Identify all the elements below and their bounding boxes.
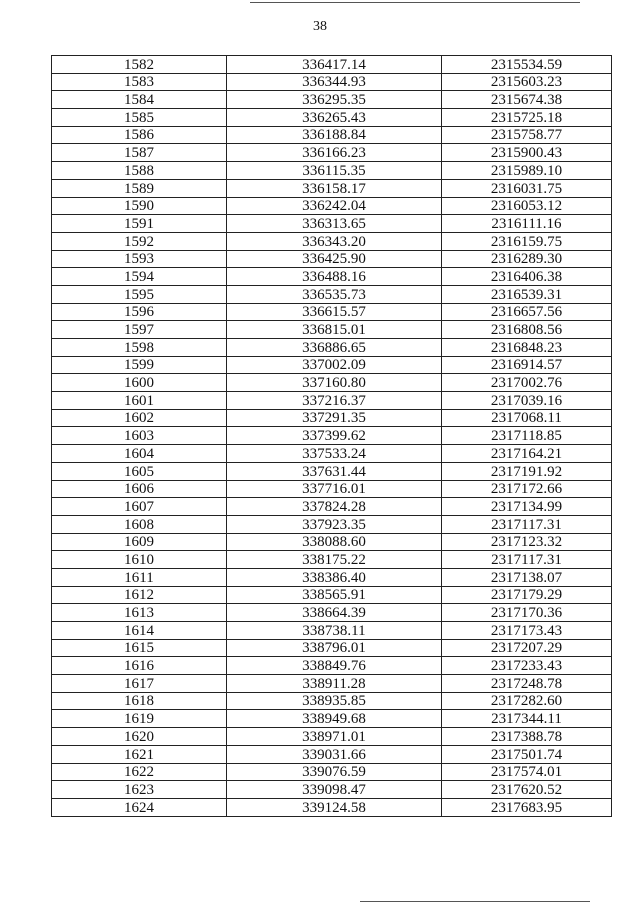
point-number-cell: 1596 bbox=[52, 303, 227, 321]
x-coordinate-cell: 336344.93 bbox=[227, 73, 442, 91]
point-number-cell: 1617 bbox=[52, 675, 227, 693]
point-number-cell: 1614 bbox=[52, 622, 227, 640]
point-number-cell: 1591 bbox=[52, 215, 227, 233]
table-row bbox=[52, 586, 612, 604]
x-coordinate-cell: 338386.40 bbox=[227, 568, 442, 586]
point-number-cell: 1582 bbox=[52, 56, 227, 74]
y-coordinate-cell: 2317170.36 bbox=[442, 604, 612, 622]
point-number-cell: 1595 bbox=[52, 285, 227, 303]
point-number-cell: 1585 bbox=[52, 109, 227, 127]
x-coordinate-cell: 336313.65 bbox=[227, 215, 442, 233]
x-coordinate-cell: 338565.91 bbox=[227, 586, 442, 604]
point-number-cell: 1611 bbox=[52, 568, 227, 586]
point-number-cell: 1621 bbox=[52, 745, 227, 763]
x-coordinate-cell: 336265.43 bbox=[227, 109, 442, 127]
x-coordinate-cell: 336188.84 bbox=[227, 126, 442, 144]
y-coordinate-cell: 2317134.99 bbox=[442, 498, 612, 516]
point-number-cell: 1612 bbox=[52, 586, 227, 604]
table-row bbox=[52, 374, 612, 392]
y-coordinate-cell: 2317344.11 bbox=[442, 710, 612, 728]
x-coordinate-cell: 336158.17 bbox=[227, 179, 442, 197]
y-coordinate-cell: 2317501.74 bbox=[442, 745, 612, 763]
x-coordinate-cell: 338738.11 bbox=[227, 622, 442, 640]
point-number-cell: 1592 bbox=[52, 232, 227, 250]
table-row bbox=[52, 144, 612, 162]
y-coordinate-cell: 2316031.75 bbox=[442, 179, 612, 197]
x-coordinate-cell: 336295.35 bbox=[227, 91, 442, 109]
x-coordinate-cell: 337533.24 bbox=[227, 445, 442, 463]
table-row bbox=[52, 56, 612, 74]
table-row bbox=[52, 622, 612, 640]
point-number-cell: 1608 bbox=[52, 515, 227, 533]
point-number-cell: 1583 bbox=[52, 73, 227, 91]
point-number-cell: 1587 bbox=[52, 144, 227, 162]
x-coordinate-cell: 337716.01 bbox=[227, 480, 442, 498]
table-row bbox=[52, 533, 612, 551]
y-coordinate-cell: 2317388.78 bbox=[442, 728, 612, 746]
y-coordinate-cell: 2317123.32 bbox=[442, 533, 612, 551]
y-coordinate-cell: 2317068.11 bbox=[442, 409, 612, 427]
table-row bbox=[52, 356, 612, 374]
point-number-cell: 1601 bbox=[52, 392, 227, 410]
x-coordinate-cell: 336242.04 bbox=[227, 197, 442, 215]
x-coordinate-cell: 338935.85 bbox=[227, 692, 442, 710]
table-row bbox=[52, 215, 612, 233]
y-coordinate-cell: 2316289.30 bbox=[442, 250, 612, 268]
point-number-cell: 1602 bbox=[52, 409, 227, 427]
y-coordinate-cell: 2317207.29 bbox=[442, 639, 612, 657]
table-row bbox=[52, 568, 612, 586]
y-coordinate-cell: 2315725.18 bbox=[442, 109, 612, 127]
table-row bbox=[52, 657, 612, 675]
x-coordinate-cell: 336488.16 bbox=[227, 268, 442, 286]
page-number: 38 bbox=[313, 19, 327, 34]
point-number-cell: 1609 bbox=[52, 533, 227, 551]
y-coordinate-cell: 2317233.43 bbox=[442, 657, 612, 675]
table-row bbox=[52, 675, 612, 693]
point-number-cell: 1607 bbox=[52, 498, 227, 516]
table-row bbox=[52, 728, 612, 746]
y-coordinate-cell: 2315603.23 bbox=[442, 73, 612, 91]
point-number-cell: 1624 bbox=[52, 798, 227, 816]
table-row bbox=[52, 480, 612, 498]
x-coordinate-cell: 337824.28 bbox=[227, 498, 442, 516]
table-row bbox=[52, 798, 612, 816]
point-number-cell: 1588 bbox=[52, 162, 227, 180]
point-number-cell: 1618 bbox=[52, 692, 227, 710]
table-row bbox=[52, 498, 612, 516]
table-row bbox=[52, 179, 612, 197]
x-coordinate-cell: 338911.28 bbox=[227, 675, 442, 693]
y-coordinate-cell: 2317191.92 bbox=[442, 462, 612, 480]
table-row bbox=[52, 91, 612, 109]
y-coordinate-cell: 2317117.31 bbox=[442, 515, 612, 533]
y-coordinate-cell: 2315534.59 bbox=[442, 56, 612, 74]
table-row bbox=[52, 109, 612, 127]
y-coordinate-cell: 2317002.76 bbox=[442, 374, 612, 392]
table-row bbox=[52, 73, 612, 91]
y-coordinate-cell: 2316539.31 bbox=[442, 285, 612, 303]
y-coordinate-cell: 2317117.31 bbox=[442, 551, 612, 569]
y-coordinate-cell: 2316159.75 bbox=[442, 232, 612, 250]
table-row bbox=[52, 321, 612, 339]
table-row bbox=[52, 445, 612, 463]
x-coordinate-cell: 336425.90 bbox=[227, 250, 442, 268]
x-coordinate-cell: 338088.60 bbox=[227, 533, 442, 551]
coordinate-table-body bbox=[52, 56, 612, 817]
point-number-cell: 1593 bbox=[52, 250, 227, 268]
x-coordinate-cell: 338849.76 bbox=[227, 657, 442, 675]
x-coordinate-cell: 336417.14 bbox=[227, 56, 442, 74]
scan-edge-bottom-line bbox=[360, 901, 590, 902]
point-number-cell: 1610 bbox=[52, 551, 227, 569]
coordinate-table bbox=[51, 55, 612, 817]
x-coordinate-cell: 336343.20 bbox=[227, 232, 442, 250]
x-coordinate-cell: 339098.47 bbox=[227, 781, 442, 799]
point-number-cell: 1590 bbox=[52, 197, 227, 215]
table-row bbox=[52, 197, 612, 215]
point-number-cell: 1597 bbox=[52, 321, 227, 339]
y-coordinate-cell: 2316657.56 bbox=[442, 303, 612, 321]
x-coordinate-cell: 337399.62 bbox=[227, 427, 442, 445]
x-coordinate-cell: 338664.39 bbox=[227, 604, 442, 622]
table-row bbox=[52, 250, 612, 268]
x-coordinate-cell: 338971.01 bbox=[227, 728, 442, 746]
y-coordinate-cell: 2315900.43 bbox=[442, 144, 612, 162]
point-number-cell: 1605 bbox=[52, 462, 227, 480]
point-number-cell: 1615 bbox=[52, 639, 227, 657]
point-number-cell: 1584 bbox=[52, 91, 227, 109]
y-coordinate-cell: 2317248.78 bbox=[442, 675, 612, 693]
x-coordinate-cell: 338175.22 bbox=[227, 551, 442, 569]
x-coordinate-cell: 336615.57 bbox=[227, 303, 442, 321]
point-number-cell: 1622 bbox=[52, 763, 227, 781]
x-coordinate-cell: 339031.66 bbox=[227, 745, 442, 763]
y-coordinate-cell: 2316808.56 bbox=[442, 321, 612, 339]
x-coordinate-cell: 337002.09 bbox=[227, 356, 442, 374]
x-coordinate-cell: 339076.59 bbox=[227, 763, 442, 781]
x-coordinate-cell: 336535.73 bbox=[227, 285, 442, 303]
y-coordinate-cell: 2317172.66 bbox=[442, 480, 612, 498]
table-row bbox=[52, 339, 612, 357]
y-coordinate-cell: 2315674.38 bbox=[442, 91, 612, 109]
x-coordinate-cell: 336815.01 bbox=[227, 321, 442, 339]
table-row bbox=[52, 639, 612, 657]
table-row bbox=[52, 303, 612, 321]
y-coordinate-cell: 2317138.07 bbox=[442, 568, 612, 586]
point-number-cell: 1598 bbox=[52, 339, 227, 357]
table-row bbox=[52, 781, 612, 799]
point-number-cell: 1623 bbox=[52, 781, 227, 799]
point-number-cell: 1619 bbox=[52, 710, 227, 728]
y-coordinate-cell: 2315758.77 bbox=[442, 126, 612, 144]
scan-edge-top-line bbox=[250, 2, 580, 3]
y-coordinate-cell: 2317173.43 bbox=[442, 622, 612, 640]
y-coordinate-cell: 2317118.85 bbox=[442, 427, 612, 445]
x-coordinate-cell: 336115.35 bbox=[227, 162, 442, 180]
y-coordinate-cell: 2317179.29 bbox=[442, 586, 612, 604]
y-coordinate-cell: 2315989.10 bbox=[442, 162, 612, 180]
y-coordinate-cell: 2317574.01 bbox=[442, 763, 612, 781]
x-coordinate-cell: 337160.80 bbox=[227, 374, 442, 392]
table-row bbox=[52, 763, 612, 781]
y-coordinate-cell: 2316053.12 bbox=[442, 197, 612, 215]
table-row bbox=[52, 232, 612, 250]
point-number-cell: 1613 bbox=[52, 604, 227, 622]
x-coordinate-cell: 336166.23 bbox=[227, 144, 442, 162]
y-coordinate-cell: 2316406.38 bbox=[442, 268, 612, 286]
y-coordinate-cell: 2316111.16 bbox=[442, 215, 612, 233]
point-number-cell: 1603 bbox=[52, 427, 227, 445]
x-coordinate-cell: 337216.37 bbox=[227, 392, 442, 410]
table-row bbox=[52, 126, 612, 144]
x-coordinate-cell: 338796.01 bbox=[227, 639, 442, 657]
table-row bbox=[52, 392, 612, 410]
table-row bbox=[52, 162, 612, 180]
point-number-cell: 1589 bbox=[52, 179, 227, 197]
table-row bbox=[52, 710, 612, 728]
table-row bbox=[52, 692, 612, 710]
y-coordinate-cell: 2316848.23 bbox=[442, 339, 612, 357]
x-coordinate-cell: 337291.35 bbox=[227, 409, 442, 427]
table-row bbox=[52, 604, 612, 622]
y-coordinate-cell: 2317620.52 bbox=[442, 781, 612, 799]
x-coordinate-cell: 338949.68 bbox=[227, 710, 442, 728]
point-number-cell: 1600 bbox=[52, 374, 227, 392]
y-coordinate-cell: 2316914.57 bbox=[442, 356, 612, 374]
table-row bbox=[52, 551, 612, 569]
point-number-cell: 1616 bbox=[52, 657, 227, 675]
y-coordinate-cell: 2317282.60 bbox=[442, 692, 612, 710]
y-coordinate-cell: 2317683.95 bbox=[442, 798, 612, 816]
point-number-cell: 1594 bbox=[52, 268, 227, 286]
x-coordinate-cell: 336886.65 bbox=[227, 339, 442, 357]
point-number-cell: 1604 bbox=[52, 445, 227, 463]
table-row bbox=[52, 462, 612, 480]
x-coordinate-cell: 337923.35 bbox=[227, 515, 442, 533]
x-coordinate-cell: 339124.58 bbox=[227, 798, 442, 816]
point-number-cell: 1606 bbox=[52, 480, 227, 498]
table-row bbox=[52, 285, 612, 303]
y-coordinate-cell: 2317164.21 bbox=[442, 445, 612, 463]
point-number-cell: 1620 bbox=[52, 728, 227, 746]
point-number-cell: 1599 bbox=[52, 356, 227, 374]
x-coordinate-cell: 337631.44 bbox=[227, 462, 442, 480]
point-number-cell: 1586 bbox=[52, 126, 227, 144]
table-row bbox=[52, 515, 612, 533]
table-row bbox=[52, 409, 612, 427]
y-coordinate-cell: 2317039.16 bbox=[442, 392, 612, 410]
table-row bbox=[52, 268, 612, 286]
table-row bbox=[52, 745, 612, 763]
table-row bbox=[52, 427, 612, 445]
